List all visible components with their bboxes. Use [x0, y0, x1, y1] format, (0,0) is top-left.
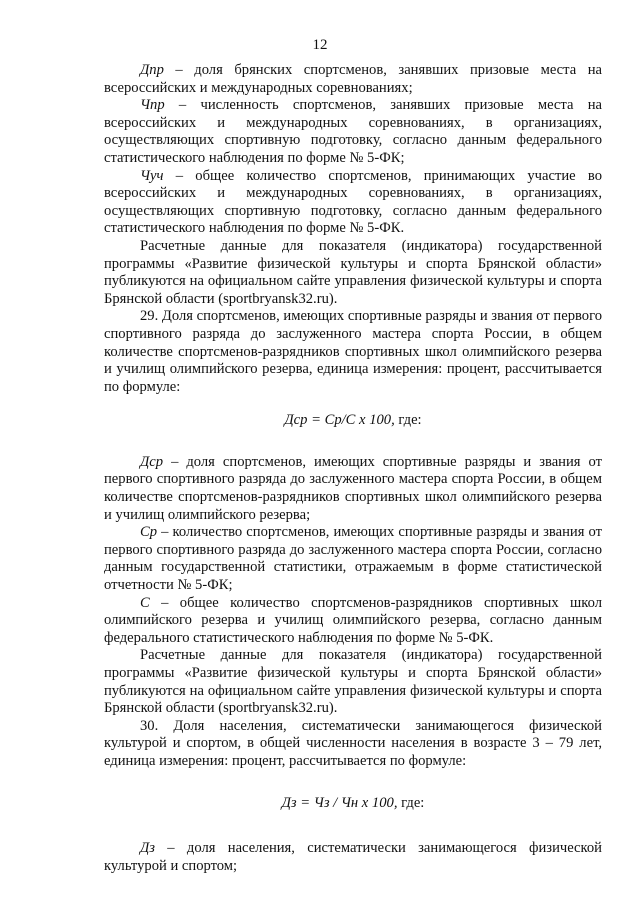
formula-dsr: [104, 412, 602, 430]
paragraph-item-29: [104, 308, 602, 396]
term-dz: Дз: [140, 840, 155, 857]
definition-text: – количество спортсменов, имеющих спортивные разряды и звания от первого спортивного разряда до заслуженного мастера спорта России, согласно данным государственной статистики, отражаемым в форме статистической отчетности № 5-ФК;: [104, 524, 602, 594]
term-chuch: Чуч: [140, 167, 164, 184]
term-sr: Ср: [140, 524, 158, 541]
document-body: [104, 62, 602, 875]
definition-text: – доля брянских спортсменов, занявших призовые места на всероссийских и международных соревнованиях;: [104, 62, 602, 96]
paragraph-dpr-definition: [104, 62, 602, 97]
term-dsr: Дср: [140, 453, 164, 470]
paragraph-item-30: [104, 718, 602, 771]
definition-text: – доля спортсменов, имеющих спортивные разряды и звания от первого спортивного разряда до заслуженного мастера спорта России, в общем количестве спортсменов-разрядников спортивных школ олимпийского резерва и училищ олимпийского резерва;: [104, 453, 602, 523]
paragraph-chuch-definition: [104, 168, 602, 238]
paragraph-chpr-definition: [104, 97, 602, 167]
definition-text: – доля населения, систематически занимающегося физической культурой и спортом;: [104, 840, 602, 874]
paragraph-text: 30. Доля населения, систематически занимающегося физической культурой и спортом, в общей численности населения в возрасте 3 – 79 лет, единица измерения: процент, рассчитывается по формуле:: [104, 717, 602, 769]
formula-expression: Дср = Ср/С х 100,: [284, 412, 395, 429]
formula-expression: Дз = Чз / Чн х 100,: [281, 794, 398, 811]
paragraph-text: Расчетные данные для показателя (индикатора) государственной программы «Развитие физической культуры и спорта Брянской области» публикуются на официальном сайте управления физической культуры и спорта Брянской области (sportbryansk32.ru).: [104, 237, 602, 307]
formula-suffix: где:: [397, 794, 425, 811]
term-chpr: Чпр: [140, 97, 165, 114]
paragraph-sr-definition: [104, 524, 602, 594]
definition-text: – общее количество спортсменов, принимающих участие во всероссийских и международных соревнованиях, в организациях, осуществляющих спортивную подготовку, согласно данным федерального статистического наблюдения по форме № 5-ФК.: [104, 167, 602, 237]
formula-dz: [104, 795, 602, 813]
definition-text: – численность спортсменов, занявших призовые места на всероссийских и международных соревнованиях, в организациях, осуществляющих спортивную подготовку, согласно данным федерального статистического наблюдения по форме № 5-ФК;: [104, 97, 602, 166]
paragraph-text: Расчетные данные для показателя (индикатора) государственной программы «Развитие физической культуры и спорта Брянской области» публикуются на официальном сайте управления физической культуры и спорта Брянской области (sportbryansk32.ru).: [104, 647, 602, 717]
page-number: 12: [312, 37, 328, 53]
paragraph-dz-definition: [104, 840, 602, 875]
paragraph-publication-note: [104, 238, 602, 308]
paragraph-text: 29. Доля спортсменов, имеющих спортивные разряды и звания от первого спортивного разряда до заслуженного мастера спорта России, в общем количестве спортсменов-разрядников спортивных школ олимпийского резерва и училищ олимпийского резерва, единица измерения: процент, рассчитывается по формуле:: [104, 308, 602, 395]
term-s: С: [140, 594, 150, 611]
paragraph-s-definition: [104, 595, 602, 648]
formula-suffix: где:: [394, 412, 422, 429]
paragraph-dsr-definition: [104, 454, 602, 524]
term-dpr: Дпр: [140, 62, 164, 78]
definition-text: – общее количество спортсменов-разрядников спортивных школ олимпийского резерва и училищ олимпийского резерва, согласно данным федерального статистического наблюдения по форме № 5-ФК.: [104, 594, 602, 646]
paragraph-publication-note: [104, 647, 602, 717]
